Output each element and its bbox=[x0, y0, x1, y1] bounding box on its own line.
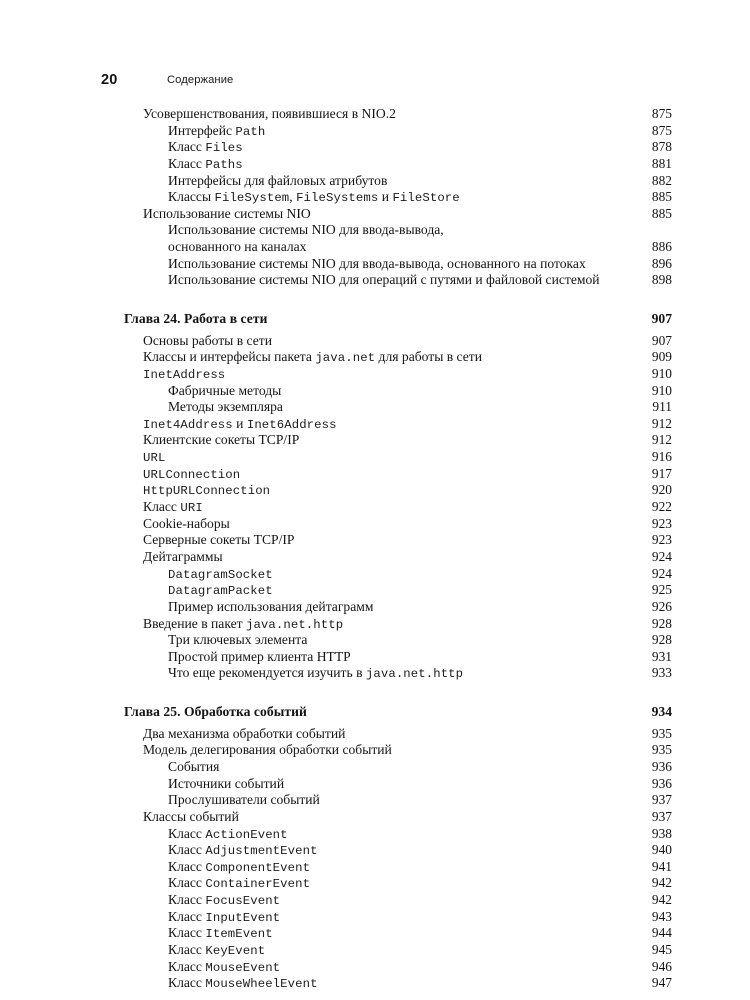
toc-page-number: 920 bbox=[651, 482, 672, 498]
toc-page-number: 947 bbox=[651, 975, 672, 991]
code-span: URLConnection bbox=[143, 467, 241, 482]
text-span: Класс bbox=[168, 925, 206, 941]
text-span: Глава 25. Обработка событий bbox=[124, 704, 307, 720]
text-span: Класс bbox=[168, 958, 206, 974]
text-span: Класс bbox=[168, 892, 206, 908]
code-span: KeyEvent bbox=[205, 944, 266, 959]
text-span: Использование системы NIO для ввода-вывода, bbox=[168, 222, 444, 238]
code-span: URI bbox=[180, 501, 203, 516]
toc-page-number: 928 bbox=[651, 632, 672, 648]
toc-entry-label bbox=[143, 432, 299, 449]
toc-entry-label bbox=[143, 206, 311, 223]
toc-page-number: 910 bbox=[651, 382, 672, 398]
toc-entry-label bbox=[168, 792, 320, 809]
toc-page-number: 885 bbox=[651, 189, 672, 205]
toc-entry-label bbox=[168, 173, 387, 190]
text-span: Что еще рекомендуется изучить в bbox=[168, 665, 366, 681]
toc-entry-row[interactable] bbox=[0, 239, 750, 256]
code-span: InetAddress bbox=[143, 367, 226, 382]
toc-entry-label bbox=[168, 649, 351, 666]
toc-page-number: 936 bbox=[651, 775, 672, 791]
code-span: ComponentEvent bbox=[205, 860, 311, 875]
text-span: Дейтаграммы bbox=[143, 548, 223, 564]
toc-entry-row[interactable] bbox=[0, 665, 750, 682]
toc-entry-label bbox=[168, 859, 310, 877]
toc-entry-label bbox=[168, 665, 463, 683]
toc-page-number: 878 bbox=[651, 139, 672, 155]
toc-entry-label bbox=[168, 925, 273, 943]
toc-page-number: 923 bbox=[651, 532, 672, 548]
table-of-contents bbox=[0, 106, 750, 992]
toc-entry-label bbox=[143, 616, 343, 634]
text-span: Класс bbox=[168, 155, 206, 171]
toc-entry-label bbox=[143, 549, 223, 566]
toc-page-number: 940 bbox=[651, 842, 672, 858]
text-span: Класс bbox=[168, 858, 206, 874]
toc-entry-label bbox=[168, 875, 310, 893]
toc-entry-label bbox=[168, 909, 280, 927]
code-span: URL bbox=[143, 451, 166, 466]
toc-page-number: 934 bbox=[651, 704, 672, 720]
toc-entry-label bbox=[168, 959, 280, 977]
toc-page-number: 875 bbox=[651, 122, 672, 138]
toc-entry-row[interactable] bbox=[0, 776, 750, 793]
toc-entry-row[interactable] bbox=[0, 759, 750, 776]
toc-page-number: 936 bbox=[651, 758, 672, 774]
toc-entry-row[interactable] bbox=[0, 482, 750, 499]
toc-entry-row[interactable] bbox=[0, 826, 750, 843]
code-span: Inet6Address bbox=[246, 417, 337, 432]
toc-page-number: 907 bbox=[651, 332, 672, 348]
text-span: основанного на каналах bbox=[168, 239, 307, 255]
toc-page-number: 935 bbox=[651, 725, 672, 741]
toc-page-number: 907 bbox=[651, 311, 672, 327]
toc-entry-label bbox=[168, 123, 265, 141]
toc-entry-label bbox=[168, 582, 273, 600]
toc-entry-label bbox=[168, 759, 219, 776]
text-span: Использование системы NIO для операций с путями и файловой системой bbox=[168, 272, 600, 288]
code-span: AdjustmentEvent bbox=[205, 844, 318, 859]
toc-page-number: 917 bbox=[651, 465, 672, 481]
toc-page-number: 916 bbox=[651, 449, 672, 465]
toc-entry-row[interactable] bbox=[0, 123, 750, 140]
toc-page-number: 875 bbox=[651, 106, 672, 121]
toc-entry-label bbox=[143, 499, 203, 517]
toc-page-number: 924 bbox=[651, 565, 672, 581]
code-span: FocusEvent bbox=[205, 894, 281, 909]
toc-page-number: 926 bbox=[651, 598, 672, 614]
toc-page-number: 928 bbox=[651, 615, 672, 631]
toc-page-number: 941 bbox=[651, 858, 672, 874]
toc-entry-row[interactable] bbox=[0, 925, 750, 942]
code-span: Path bbox=[235, 124, 266, 139]
toc-entry-row[interactable] bbox=[0, 222, 750, 239]
toc-chapter-row[interactable] bbox=[0, 310, 750, 328]
toc-entry-row[interactable] bbox=[0, 432, 750, 449]
text-span: Фабричные методы bbox=[168, 382, 282, 398]
toc-entry-row[interactable] bbox=[0, 599, 750, 616]
toc-page-number: 896 bbox=[651, 255, 672, 271]
toc-chapter-label bbox=[124, 310, 267, 329]
toc-entry-row[interactable] bbox=[0, 449, 750, 466]
toc-entry-row[interactable] bbox=[0, 416, 750, 433]
text-span: Класс bbox=[168, 942, 206, 958]
toc-page-number: 910 bbox=[651, 365, 672, 381]
toc-entry-label bbox=[168, 189, 460, 207]
running-head-title: Содержание bbox=[167, 74, 234, 86]
code-span: java.net.http bbox=[245, 617, 344, 632]
text-span: и bbox=[378, 189, 393, 205]
text-span: Классы и интерфейсы пакета bbox=[143, 349, 316, 365]
toc-entry-label bbox=[168, 566, 273, 584]
text-span: Пример использования дейтаграмм bbox=[168, 598, 374, 614]
toc-entry-row[interactable] bbox=[0, 383, 750, 400]
text-span: Источники событий bbox=[168, 775, 285, 791]
toc-entry-label bbox=[168, 383, 281, 400]
toc-page-number: 925 bbox=[651, 582, 672, 598]
toc-page-number: 945 bbox=[651, 942, 672, 958]
text-span: Класс bbox=[168, 975, 206, 991]
toc-page-number: 931 bbox=[651, 648, 672, 664]
code-span: ActionEvent bbox=[205, 827, 288, 842]
toc-page-number: 911 bbox=[652, 399, 672, 415]
text-span: для работы в сети bbox=[375, 349, 483, 365]
toc-entry-row[interactable] bbox=[0, 256, 750, 273]
code-span: FileSystems bbox=[296, 191, 379, 206]
code-span: java.net bbox=[315, 351, 376, 366]
toc-chapter-label bbox=[124, 703, 307, 722]
toc-entry-row[interactable] bbox=[0, 582, 750, 599]
toc-entry-row[interactable] bbox=[0, 532, 750, 549]
toc-entry-label bbox=[168, 826, 288, 844]
toc-entry-row[interactable] bbox=[0, 466, 750, 483]
text-span: Прослушиватели событий bbox=[168, 792, 320, 808]
text-span: Модель делегирования обработки событий bbox=[143, 742, 392, 758]
toc-entry-row[interactable] bbox=[0, 975, 750, 992]
text-span: Серверные сокеты TCP/IP bbox=[143, 532, 295, 548]
toc-entry-row[interactable] bbox=[0, 616, 750, 633]
toc-chapter-row[interactable] bbox=[0, 703, 750, 721]
code-span: Files bbox=[205, 141, 243, 156]
toc-entry-label bbox=[168, 942, 265, 960]
toc-page-number: 898 bbox=[651, 272, 672, 288]
code-span: java.net.http bbox=[365, 667, 464, 682]
toc-page-number: 946 bbox=[651, 958, 672, 974]
code-span: ItemEvent bbox=[205, 927, 273, 942]
toc-entry-label bbox=[168, 399, 283, 416]
toc-entry-label bbox=[143, 482, 270, 500]
text-span: , bbox=[289, 189, 297, 205]
toc-entry-row[interactable] bbox=[0, 173, 750, 190]
text-span: Усовершенствования, появившиеся в NIO.2 bbox=[143, 106, 396, 121]
code-span: DatagramSocket bbox=[168, 567, 273, 582]
text-span: Введение в пакет bbox=[143, 615, 246, 631]
toc-entry-label bbox=[143, 349, 482, 367]
toc-page-number: 937 bbox=[651, 792, 672, 808]
toc-entry-label bbox=[168, 842, 318, 860]
toc-entry-row[interactable] bbox=[0, 499, 750, 516]
toc-page-number: 922 bbox=[651, 499, 672, 515]
text-span: Класс bbox=[168, 842, 206, 858]
toc-page-number: 937 bbox=[651, 808, 672, 824]
text-span: Классы событий bbox=[143, 808, 239, 824]
text-span: Три ключевых элемента bbox=[168, 632, 308, 648]
toc-entry-row[interactable] bbox=[0, 333, 750, 350]
toc-page-number: 924 bbox=[651, 548, 672, 564]
toc-entry-row[interactable] bbox=[0, 859, 750, 876]
toc-entry-label bbox=[143, 532, 294, 549]
toc-page-number: 912 bbox=[651, 432, 672, 448]
text-span: Класс bbox=[168, 875, 206, 891]
toc-page-number: 923 bbox=[651, 515, 672, 531]
toc-entry-row[interactable] bbox=[0, 632, 750, 649]
toc-entry-row[interactable] bbox=[0, 272, 750, 289]
code-span: Paths bbox=[205, 157, 243, 172]
block-spacer bbox=[0, 289, 750, 310]
text-span: Класс bbox=[168, 139, 206, 155]
toc-entry-row[interactable] bbox=[0, 399, 750, 416]
text-span: Два механизма обработки событий bbox=[143, 725, 346, 741]
toc-entry-row[interactable] bbox=[0, 842, 750, 859]
toc-page-number: 886 bbox=[651, 239, 672, 255]
toc-entry-label bbox=[143, 333, 272, 350]
toc-entry-label bbox=[168, 256, 586, 273]
text-span: и bbox=[232, 415, 247, 431]
block-spacer bbox=[0, 682, 750, 703]
toc-entry-label bbox=[168, 892, 280, 910]
toc-entry-row[interactable] bbox=[0, 156, 750, 173]
toc-entry-row[interactable] bbox=[0, 959, 750, 976]
toc-entry-label bbox=[143, 726, 345, 743]
toc-entry-row[interactable] bbox=[0, 366, 750, 383]
toc-entry-label bbox=[168, 776, 284, 793]
text-span: Классы bbox=[168, 189, 215, 205]
text-span: Основы работы в сети bbox=[143, 332, 272, 348]
toc-entry-row[interactable] bbox=[0, 875, 750, 892]
toc-entry-row[interactable] bbox=[0, 726, 750, 743]
toc-entry-label bbox=[143, 416, 337, 434]
toc-entry-label bbox=[168, 599, 373, 616]
code-span: MouseWheelEvent bbox=[205, 977, 318, 992]
toc-entry-row[interactable] bbox=[0, 516, 750, 533]
code-span: FileSystem bbox=[214, 191, 290, 206]
toc-page-number: 882 bbox=[651, 172, 672, 188]
toc-page-number: 909 bbox=[651, 349, 672, 365]
code-span: ContainerEvent bbox=[205, 877, 311, 892]
toc-page-number: 885 bbox=[651, 205, 672, 221]
toc-entry-label bbox=[143, 742, 392, 759]
text-span: Простой пример клиента HTTP bbox=[168, 648, 351, 664]
text-span: Интерфейс bbox=[168, 122, 236, 138]
toc-entry-label bbox=[168, 139, 243, 157]
toc-entry-row[interactable] bbox=[0, 206, 750, 223]
code-span: FileStore bbox=[392, 191, 460, 206]
code-span: HttpURLConnection bbox=[143, 484, 271, 499]
text-span: Глава 24. Работа в сети bbox=[124, 311, 268, 327]
toc-entry-label bbox=[168, 156, 243, 174]
toc-entry-label bbox=[168, 239, 306, 256]
page-folio-number: 20 bbox=[101, 72, 118, 88]
toc-entry-row[interactable] bbox=[0, 566, 750, 583]
toc-page-number: 942 bbox=[651, 875, 672, 891]
toc-entry-row[interactable] bbox=[0, 189, 750, 206]
toc-page-number: 943 bbox=[651, 908, 672, 924]
toc-entry-label bbox=[168, 975, 318, 993]
toc-entry-row[interactable] bbox=[0, 942, 750, 959]
text-span: Использование системы NIO для ввода-вывода, основанного на потоках bbox=[168, 255, 586, 271]
toc-page-number: 938 bbox=[651, 825, 672, 841]
toc-entry-row[interactable] bbox=[0, 792, 750, 809]
toc-page-number: 881 bbox=[651, 155, 672, 171]
toc-entry-label bbox=[143, 366, 225, 384]
toc-entry-label bbox=[168, 632, 307, 649]
code-span: MouseEvent bbox=[205, 960, 281, 975]
toc-entry-row[interactable] bbox=[0, 742, 750, 759]
code-span: DatagramPacket bbox=[168, 584, 273, 599]
text-span: Класс bbox=[168, 908, 206, 924]
text-span: Клиентские сокеты TCP/IP bbox=[143, 432, 300, 448]
toc-entry-label bbox=[143, 516, 230, 533]
toc-entry-label bbox=[143, 106, 396, 123]
toc-entry-label bbox=[168, 222, 444, 239]
toc-entry-label bbox=[143, 466, 240, 484]
toc-page-number: 912 bbox=[651, 415, 672, 431]
toc-entry-row[interactable] bbox=[0, 549, 750, 566]
toc-entry-label bbox=[168, 272, 600, 289]
toc-entry-row[interactable] bbox=[0, 649, 750, 666]
text-span: Класс bbox=[168, 825, 206, 841]
toc-page-number: 933 bbox=[651, 665, 672, 681]
toc-page-number: 942 bbox=[651, 892, 672, 908]
toc-entry-label bbox=[143, 809, 239, 826]
toc-entry-row[interactable] bbox=[0, 349, 750, 366]
text-span: Интерфейсы для файловых атрибутов bbox=[168, 172, 388, 188]
toc-entry-row[interactable] bbox=[0, 909, 750, 926]
code-span: InputEvent bbox=[205, 910, 281, 925]
text-span: Класс bbox=[143, 499, 181, 515]
toc-entry-row[interactable] bbox=[0, 809, 750, 826]
running-head bbox=[0, 72, 750, 92]
text-span: События bbox=[168, 758, 220, 774]
toc-entry-row[interactable] bbox=[0, 139, 750, 156]
code-span: Inet4Address bbox=[143, 417, 233, 432]
toc-entry-row[interactable] bbox=[0, 892, 750, 909]
toc-page-number: 944 bbox=[651, 925, 672, 941]
toc-entry-label bbox=[143, 449, 165, 467]
toc-page-number: 935 bbox=[651, 742, 672, 758]
toc-entry-row[interactable] bbox=[0, 106, 750, 123]
text-span: Методы экземпляра bbox=[168, 399, 283, 415]
text-span: Использование системы NIO bbox=[143, 205, 311, 221]
text-span: Cookie-наборы bbox=[143, 515, 230, 531]
